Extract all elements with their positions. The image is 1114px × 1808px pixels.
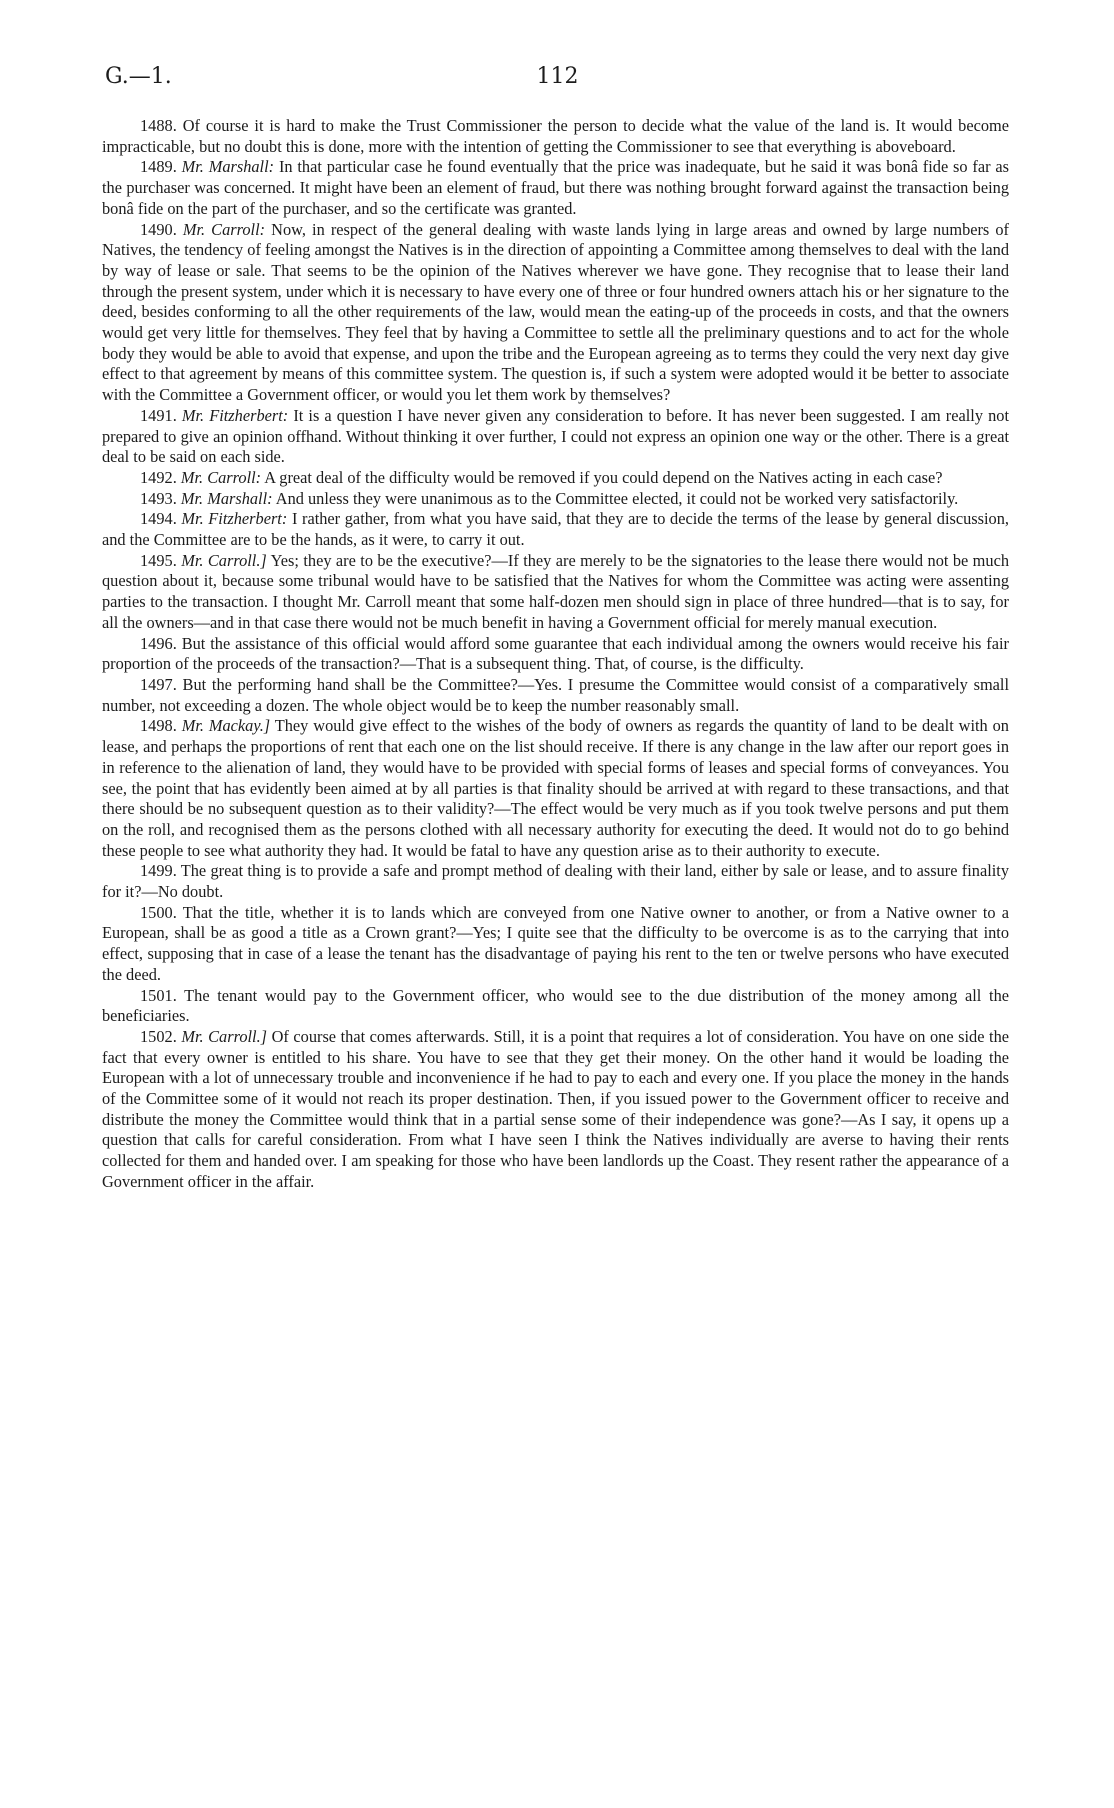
paragraph-text: They would give effect to the wishes of the body of owners as regards the quantity of land to be dealt with on lease, and perhaps the proportions of rent that each one on the list should receive. If there is any change in the law after our report goes in in reference to the alienation of land, they would have to be provided with special forms of leases and special forms of conveyances. You see, the point that has evidently been aimed at by all parties is that finality should be arrived at with regard to these transactions, and that there should be no subsequent question as to their validity?—The effect would be very much as if you took twelve persons and put them on the roll, and recognised them as the persons clothed with all necessary authority for executing the deed. It would not do to go behind these people to see what authority they had. It would be fatal to have any question arise as to their authority to execute. bbox=[102, 716, 1009, 860]
paragraph-number: 1490. bbox=[140, 219, 177, 239]
paragraph-number: 1493. bbox=[140, 488, 177, 508]
speaker-name: Mr. Carroll: bbox=[180, 467, 262, 487]
paragraph-number: 1499. bbox=[140, 861, 177, 881]
paragraph-text: The tenant would pay to the Government officer, who would see to the due distribution of the money among all the beneficiaries. bbox=[102, 985, 1009, 1026]
paragraph-number: 1502. bbox=[140, 1026, 177, 1046]
paragraph-text: Of course that comes afterwards. Still, it is a point that requires a lot of consideration. You have on one side the fact that every owner is entitled to his share. You have to see that they get their money. On the other hand it would be loading the European with a lot of unnecessary trouble and inconvenience if he had to pay to each and every one. If you place the money in the hands of the Committee some of it would not reach its proper destination. Then, if you issued power to the Government officer to receive and distribute the money the Committee would think that in a partial sense some of their independence was gone?—As I say, it opens up a question that calls for careful consideration. From what I have seen I think the Natives individually are averse to having their rents collected for them and handed over. I am speaking for those who have been landlords up the Coast. They resent rather the appearance of a Government officer in the affair. bbox=[102, 1026, 1009, 1191]
paragraph-text: But the performing hand shall be the Committee?—Yes. I presume the Committee would consist of a comparatively small number, not exceeding a dozen. The whole object would be to keep the number reasonably small. bbox=[102, 674, 1009, 715]
paragraph bbox=[102, 116, 1009, 157]
paragraph-number: 1495. bbox=[140, 550, 177, 570]
document-body bbox=[102, 116, 1009, 1193]
paragraph-text: And unless they were unanimous as to the Committee elected, it could not be worked very satisfactorily. bbox=[275, 488, 959, 508]
speaker-name: Mr. Carroll.] bbox=[181, 1026, 268, 1046]
speaker-name: Mr. Marshall: bbox=[181, 157, 275, 177]
paragraph-number: 1498. bbox=[140, 716, 177, 736]
paragraph bbox=[102, 675, 1009, 716]
paragraph-text: The great thing is to provide a safe and prompt method of dealing with their land, either by sale or lease, and to assure finality for it?—No doubt. bbox=[102, 861, 1009, 902]
paragraph bbox=[102, 406, 1009, 468]
paragraph-text: But the assistance of this official would afford some guarantee that each individual among the owners would receive his fair proportion of the proceeds of the transaction?—That is a subsequent thing. That, of course, is the difficulty. bbox=[102, 633, 1009, 674]
paragraph bbox=[102, 509, 1009, 550]
paragraph bbox=[102, 716, 1009, 861]
speaker-name: Mr. Carroll.] bbox=[181, 550, 267, 570]
paragraph-number: 1500. bbox=[140, 902, 177, 922]
paragraph-text: That the title, whether it is to lands which are conveyed from one Native owner to another, or from a Native owner to a European, shall be as good a title as a Crown grant?—Yes; I quite see that the difficulty to be overcome is as to the carrying that into effect, supposing that in case of a lease the tenant has the disadvantage of paying his rent to the ten or twelve persons who have executed the deed. bbox=[102, 902, 1009, 984]
paragraph bbox=[102, 903, 1009, 986]
paragraph-number: 1492. bbox=[140, 467, 177, 487]
paragraph-number: 1491. bbox=[140, 405, 177, 425]
paragraph-text: I rather gather, from what you have said, that they are to decide the terms of the lease by general discussion, and the Committee are to be the hands, as it were, to carry it out. bbox=[102, 509, 1009, 550]
paragraph-number: 1494. bbox=[140, 509, 177, 529]
paragraph-number: 1501. bbox=[140, 985, 177, 1005]
paragraph-text: It is a question I have never given any consideration to before. It has never been suggested. I am really not prepared to give an opinion offhand. Without thinking it over further, I could not express an opinion one way or the other. There is a great deal to be said on each side. bbox=[102, 405, 1009, 467]
paragraph bbox=[102, 986, 1009, 1027]
page-number: 112 bbox=[536, 64, 579, 89]
paragraph bbox=[102, 1027, 1009, 1193]
speaker-name: Mr. Fitzherbert: bbox=[181, 509, 288, 529]
paragraph bbox=[102, 861, 1009, 902]
paragraph bbox=[102, 220, 1009, 406]
speaker-name: Mr. Fitzherbert: bbox=[181, 405, 289, 425]
paragraph-text: Of course it is hard to make the Trust Commissioner the person to decide what the value of the land is. It would become impracticable, but no doubt this is done, more with the intention of getting the Commissioner to see that everything is aboveboard. bbox=[102, 116, 1010, 156]
paragraph bbox=[102, 551, 1009, 634]
page-header bbox=[105, 64, 1010, 94]
paragraph-text: Yes; they are to be the executive?—If they are merely to be the signatories to the lease there would not be much question about it, because some tribunal would have to be satisfied that the Natives for whom the Committee was acting were assenting parties to the transaction. I thought Mr. Carroll meant that some half-dozen men should sign in place of three hundred—that is to say, for all the owners—and in that case there would not be much benefit in having a Government official for merely manual execution. bbox=[102, 550, 1009, 632]
paragraph-number: 1496. bbox=[140, 633, 177, 653]
paragraph bbox=[102, 634, 1009, 675]
paragraph-text: In that particular case he found eventually that the price was inadequate, but he said it was bonâ fide so far as the purchaser was concerned. It might have been an element of fraud, but there was nothing brought forward against the transaction being bonâ fide on the part of the purchaser, and so the certificate was granted. bbox=[102, 157, 1009, 218]
paragraph bbox=[102, 468, 1009, 489]
paragraph-text: A great deal of the difficulty would be removed if you could depend on the Natives acting in each case? bbox=[264, 467, 943, 487]
paragraph bbox=[102, 489, 1009, 510]
paragraph-number: 1488. bbox=[140, 116, 177, 135]
paragraph-number: 1489. bbox=[140, 157, 177, 177]
paragraph-number: 1497. bbox=[140, 674, 177, 694]
speaker-name: Mr. Mackay.] bbox=[181, 716, 271, 736]
speaker-name: Mr. Carroll: bbox=[182, 219, 266, 239]
document-reference: G.—1. bbox=[105, 64, 172, 89]
paragraph-text: Now, in respect of the general dealing with waste lands lying in large areas and owned by large numbers of Natives, the tendency of feeling amongst the Natives is in the direction of appointing a Committee among themselves to deal with the land by way of lease or sale. That seems to be the opinion of the Natives wherever we have gone. They recognise that to lease their land through the present system, under which it is necessary to have every one of three or four hundred owners attach his or her signature to the deed, besides conforming to all the other requirements of the law, would mean the eating-up of the proceeds in costs, and that the owners would get very little for themselves. They feel that by having a Committee to settle all the preliminary questions and to act for the whole body they would be able to avoid that expense, and upon the tribe and the European agreeing as to terms they could the very next day give effect to that agreement by means of this committee system. The question is, if such a system were adopted would it be better to associate with the Committee a Government officer, or would you let them work by themselves? bbox=[102, 219, 1009, 405]
paragraph bbox=[102, 157, 1009, 219]
speaker-name: Mr. Marshall: bbox=[180, 488, 273, 508]
